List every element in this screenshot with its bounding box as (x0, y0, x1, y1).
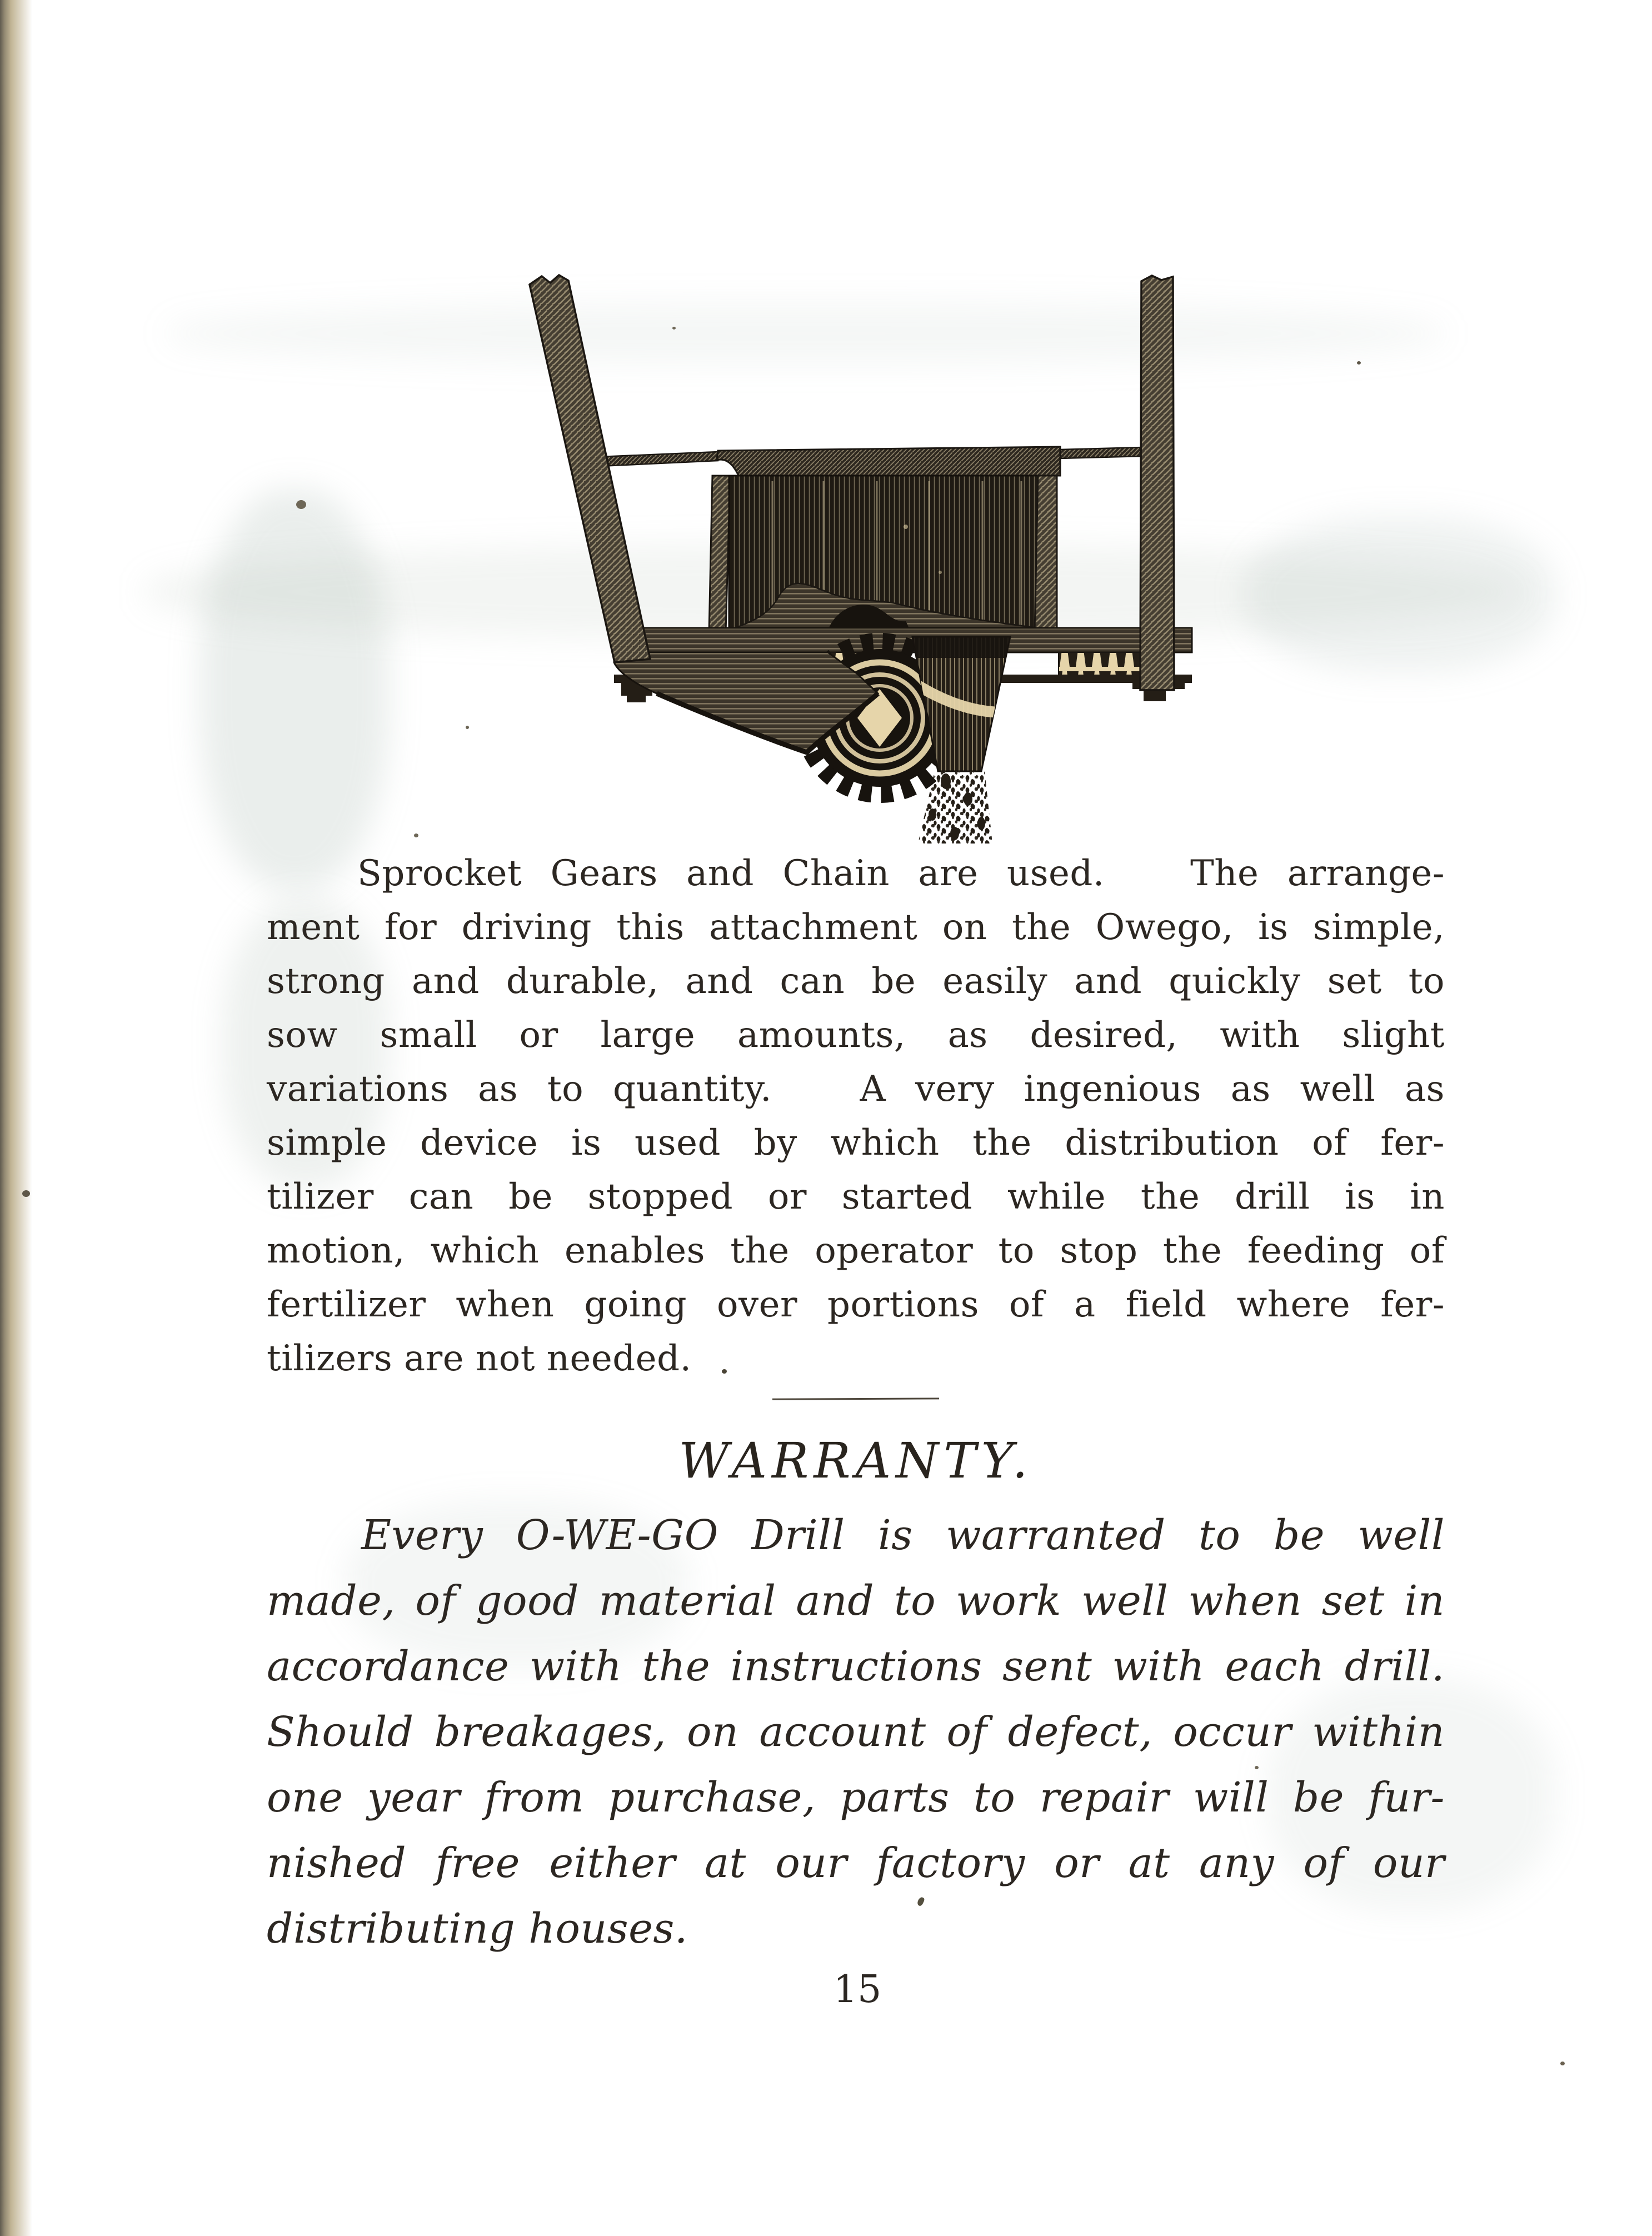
warranty-line: accordance with the instructions sent with each drill. (267, 1643, 1445, 1690)
page-number: 15 (833, 1968, 882, 2012)
warranty-heading: WARRANTY. (678, 1432, 1033, 1489)
scan-speck (466, 726, 469, 729)
main-paragraph (267, 847, 1445, 1386)
scan-speck (414, 833, 418, 837)
paragraph-line: ment for driving this attachment on the Owego, is simple, (267, 907, 1445, 948)
warranty-line: distributing houses. (267, 1905, 688, 1953)
show-through-ghost (200, 489, 389, 889)
paragraph-line: variations as to quantity. A very ingenious as well as (267, 1069, 1445, 1110)
warranty-line: made, of good material and to work well when set in (267, 1577, 1445, 1625)
paragraph-line: tilizers are not needed. (267, 1338, 692, 1379)
warranty-paragraph (267, 1503, 1445, 1962)
paragraph-line: fertilizer when going over portions of a field where fer- (267, 1284, 1445, 1325)
paragraph-line: tilizer can be stopped or started while the drill is in (267, 1176, 1445, 1217)
scan-speck (1357, 361, 1361, 365)
fertilizer-attachment-illustration (517, 261, 1217, 850)
warranty-line: Should breakages, on account of defect, occur within (267, 1708, 1445, 1756)
scan-speck (296, 500, 306, 509)
paragraph-line: simple device is used by which the distribution of fer- (267, 1122, 1445, 1164)
paragraph-line: strong and durable, and can be easily and quickly set to (267, 961, 1445, 1002)
warranty-line: one year from purchase, parts to repair will be fur- (267, 1774, 1445, 1821)
warranty-line: nished free either at our factory or at any of our (267, 1839, 1445, 1887)
section-divider-rule (772, 1398, 939, 1400)
binding-edge-shadow (0, 0, 32, 2236)
hopper-cross-section-drawing (517, 261, 1217, 850)
paragraph-line: sow small or large amounts, as desired, with slight (267, 1015, 1445, 1056)
paragraph-line: Sprocket Gears and Chain are used. The arrange- (357, 853, 1445, 894)
warranty-line: Every O-WE-GO Drill is warranted to be well (361, 1511, 1445, 1559)
paragraph-line: motion, which enables the operator to stop the feeding of (267, 1230, 1445, 1271)
show-through-ghost (1245, 517, 1556, 672)
scan-speck (1560, 2062, 1565, 2065)
